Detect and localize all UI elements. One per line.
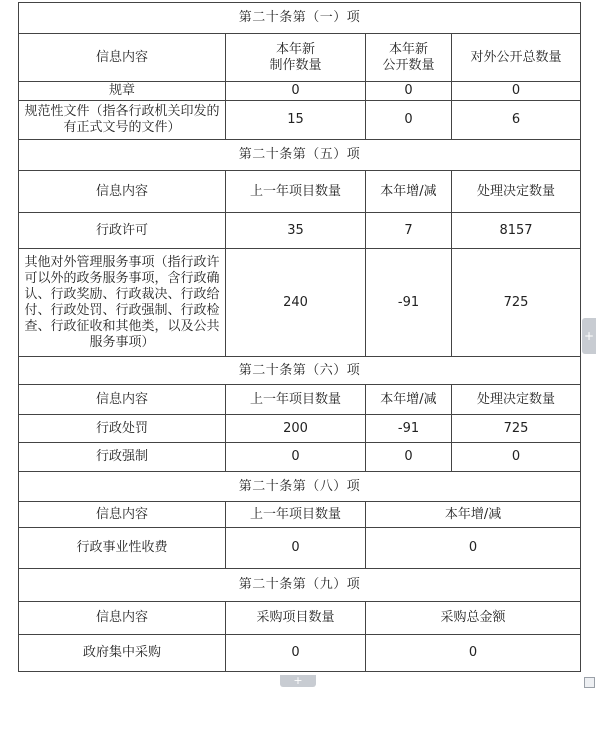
cell-value: 725 xyxy=(452,249,581,357)
header-change: 本年增/减 xyxy=(366,385,452,415)
cell-value: 240 xyxy=(226,249,366,357)
section-title-20-9: 第二十条第（九）项 xyxy=(19,569,581,602)
plus-icon: + xyxy=(293,674,303,687)
cell-value: 0 xyxy=(226,528,366,569)
header-new-public-count: 本年新 公开数量 xyxy=(366,34,452,82)
row-label-administrative-penalty: 行政处罚 xyxy=(19,415,226,443)
header-procurement-count: 采购项目数量 xyxy=(226,602,366,635)
information-disclosure-table xyxy=(18,2,581,672)
cell-value: 0 xyxy=(226,82,366,101)
cell-value: 6 xyxy=(452,101,581,140)
cell-value: 0 xyxy=(226,443,366,472)
cell-value: -91 xyxy=(366,249,452,357)
header-last-year-count: 上一年项目数量 xyxy=(226,385,366,415)
header-last-year-count: 上一年项目数量 xyxy=(226,171,366,213)
table-resize-handle[interactable] xyxy=(584,677,595,688)
section-title-20-6: 第二十条第（六）项 xyxy=(19,357,581,385)
cell-value: 0 xyxy=(366,101,452,140)
row-label-administrative-license: 行政许可 xyxy=(19,213,226,249)
header-info-content: 信息内容 xyxy=(19,34,226,82)
cell-value: 0 xyxy=(226,635,366,672)
cell-value: 15 xyxy=(226,101,366,140)
cell-value: -91 xyxy=(366,415,452,443)
cell-value: 0 xyxy=(366,82,452,101)
cell-value: 8157 xyxy=(452,213,581,249)
cell-value: 0 xyxy=(452,443,581,472)
section-title-20-8: 第二十条第（八）项 xyxy=(19,472,581,502)
row-label-other-services: 其他对外管理服务事项（指行政许可以外的政务服务事项，含行政确认、行政奖励、行政裁决、行政给付、行政处罚、行政强制、行政检查、行政征收和其他类，以及公共服务事项） xyxy=(19,249,226,357)
cell-value: 35 xyxy=(226,213,366,249)
plus-icon: + xyxy=(583,329,595,343)
section-title-20-5: 第二十条第（五）项 xyxy=(19,140,581,171)
row-label-administrative-enforcement: 行政强制 xyxy=(19,443,226,472)
header-change: 本年增/减 xyxy=(366,502,581,528)
header-total-public-count: 对外公开总数量 xyxy=(452,34,581,82)
header-last-year-count: 上一年项目数量 xyxy=(226,502,366,528)
add-column-handle[interactable] xyxy=(582,318,596,354)
add-row-handle[interactable] xyxy=(280,675,316,687)
cell-value: 725 xyxy=(452,415,581,443)
header-procurement-amount: 采购总金额 xyxy=(366,602,581,635)
section-title-20-1: 第二十条第（一）项 xyxy=(19,3,581,34)
header-decision-count: 处理决定数量 xyxy=(452,171,581,213)
cell-value: 7 xyxy=(366,213,452,249)
cell-value: 0 xyxy=(366,635,581,672)
header-decision-count: 处理决定数量 xyxy=(452,385,581,415)
header-info-content: 信息内容 xyxy=(19,502,226,528)
cell-value: 200 xyxy=(226,415,366,443)
header-info-content: 信息内容 xyxy=(19,171,226,213)
header-new-made-count: 本年新 制作数量 xyxy=(226,34,366,82)
cell-value: 0 xyxy=(366,528,581,569)
row-label-normative-documents: 规范性文件（指各行政机关印发的有正式文号的文件） xyxy=(19,101,226,140)
row-label-administrative-fees: 行政事业性收费 xyxy=(19,528,226,569)
cell-value: 0 xyxy=(366,443,452,472)
cell-value: 0 xyxy=(452,82,581,101)
header-info-content: 信息内容 xyxy=(19,385,226,415)
header-change: 本年增/减 xyxy=(366,171,452,213)
row-label-government-procurement: 政府集中采购 xyxy=(19,635,226,672)
row-label-regulations: 规章 xyxy=(19,82,226,101)
header-info-content: 信息内容 xyxy=(19,602,226,635)
